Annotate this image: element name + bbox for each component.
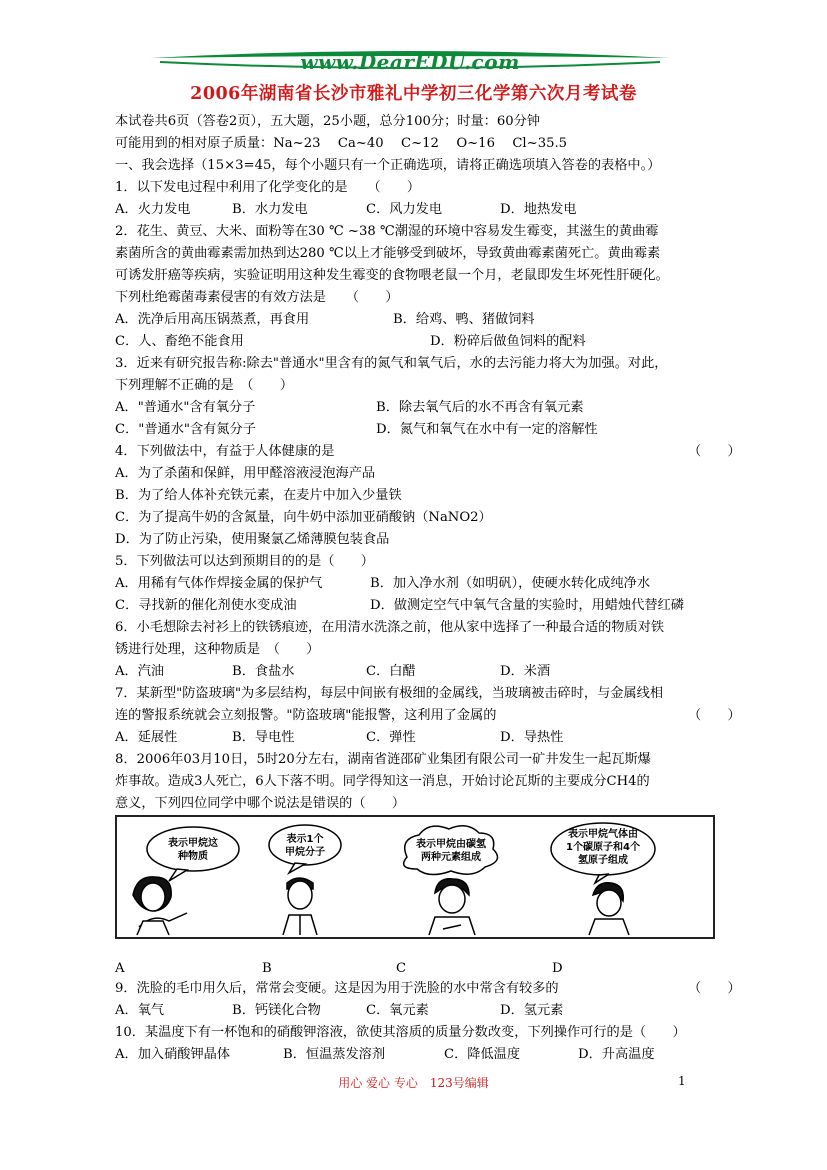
question-1-stem: 1．以下发电过程中利用了化学变化的是 （ ） bbox=[115, 180, 421, 195]
bubble-b-line2: 甲烷分子 bbox=[285, 847, 325, 858]
q7-option-c: C．弹性 bbox=[366, 730, 416, 745]
q2-option-b: B．给鸡、鸭、猪做饲料 bbox=[393, 312, 535, 327]
q2-option-a: A．洗净后用高压锅蒸煮，再食用 bbox=[115, 312, 310, 327]
q9-option-a: A．氧气 bbox=[115, 1003, 165, 1018]
page-footer: 用心 爱心 专心 123号编辑 bbox=[338, 1076, 489, 1090]
bubble-a-line1: 表示甲烷这 bbox=[168, 838, 218, 849]
q9-answer-paren: （ ） bbox=[688, 981, 741, 996]
student-d-figure bbox=[589, 883, 629, 935]
section-heading: 一、我会选择（15×3=45，每个小题只有一个正确选项，请将正确选项填入答卷的表格中。） bbox=[115, 158, 661, 173]
q10-option-a: A．加入硝酸钾晶体 bbox=[115, 1047, 231, 1062]
question-3-line: 下列理解不正确的是 （ ） bbox=[115, 378, 294, 393]
q4-option-a: A．为了杀菌和保鲜，用甲醛溶液浸泡海产品 bbox=[115, 466, 376, 481]
student-c-figure bbox=[429, 879, 475, 935]
q7-option-d: D．导热性 bbox=[500, 730, 564, 745]
site-header bbox=[150, 50, 670, 84]
q2-option-d: D．粉碎后做鱼饲料的配料 bbox=[430, 334, 586, 349]
q10-option-c: C．降低温度 bbox=[444, 1047, 521, 1062]
q4-option-d: D．为了防止污染，使用聚氯乙烯薄膜包装食品 bbox=[115, 532, 390, 547]
q7-answer-paren: （ ） bbox=[688, 708, 741, 723]
q3-option-a: A．"普通水"含有氧分子 bbox=[115, 400, 256, 415]
q3-option-c: C．"普通水"含有氮分子 bbox=[115, 422, 256, 437]
q5-option-b: B．加入净水剂（如明矾），使硬水转化成纯净水 bbox=[370, 576, 651, 591]
q6-option-b: B．食盐水 bbox=[232, 664, 295, 679]
speech-bubble-a bbox=[147, 827, 239, 881]
q10-option-d: D．升高温度 bbox=[578, 1047, 655, 1062]
question-7-line: 7．某新型"防盗玻璃"为多层结构，每层中间嵌有极细的金属线，当玻璃被击碎时，与金属线相 bbox=[115, 686, 664, 701]
q4-answer-paren: （ ） bbox=[688, 444, 741, 459]
q7-option-b: B．导电性 bbox=[232, 730, 295, 745]
question-2-line: 可诱发肝癌等疾病，实验证明用这种发生霉变的食物喂老鼠一个月，老鼠即发生坏死性肝硬化。 bbox=[115, 268, 669, 283]
q4-option-b: B．为了给人体补充铁元素，在麦片中加入少量铁 bbox=[115, 488, 402, 503]
q8-cartoon-figure bbox=[115, 815, 715, 939]
q5-option-a: A．用稀有气体作焊接金属的保护气 bbox=[115, 576, 323, 591]
q7-option-a: A．延展性 bbox=[115, 730, 178, 745]
question-2-line: 素菌所含的黄曲霉素需加热到达280 ℃以上才能够受到破坏，导致黄曲霉素菌死亡。黄曲霉素 bbox=[115, 246, 661, 261]
q1-option-b: B．水力发电 bbox=[232, 202, 308, 217]
question-7-line: 连的警报系统就会立刻报警。"防盗玻璃"能报警，这利用了金属的 bbox=[115, 708, 497, 723]
question-10-stem: 10．某温度下有一杯饱和的硝酸钾溶液，欲使其溶质的质量分数改变，下列操作可行的是（ ） bbox=[115, 1025, 686, 1040]
q6-option-c: C．白醋 bbox=[366, 664, 416, 679]
q2-option-c: C．人、畜绝不能食用 bbox=[115, 334, 244, 349]
bubble-c-line1: 表示甲烷由碳氢 bbox=[416, 839, 486, 850]
bubble-d-line2: 1个碳原子和4个 bbox=[566, 842, 640, 853]
q9-option-c: C．氧元素 bbox=[366, 1003, 429, 1018]
question-8-line: 8．2006年03月10日，5时20分左右，湖南省涟邵矿业集团有限公司一矿井发生一起瓦斯爆 bbox=[115, 752, 651, 767]
question-4-stem: 4．下列做法中，有益于人体健康的是 bbox=[115, 444, 335, 459]
bubble-d-line3: 氢原子组成 bbox=[578, 855, 628, 866]
q5-option-d: D．做测定空气中氧气含量的实验时，用蜡烛代替红磷 bbox=[370, 598, 684, 613]
cartoon-illustration bbox=[117, 817, 713, 937]
q10-option-b: B．恒温蒸发溶剂 bbox=[283, 1047, 386, 1062]
q1-option-a: A．火力发电 bbox=[115, 202, 191, 217]
q6-option-a: A．汽油 bbox=[115, 664, 165, 679]
q3-option-b: B．除去氧气后的水不再含有氧元素 bbox=[376, 400, 584, 415]
q4-option-c: C．为了提高牛奶的含氮量，向牛奶中添加亚硝酸钠（NaNO2） bbox=[115, 510, 492, 525]
student-a-figure bbox=[133, 877, 187, 935]
question-3-line: 3．近来有研究报告称:除去"普通水"里含有的氮气和氧气后，水的去污能力将大为加强。对此， bbox=[115, 356, 668, 371]
question-5-stem: 5．下列做法可以达到预期目的的是（ ） bbox=[115, 554, 374, 569]
q9-option-b: B．钙镁化合物 bbox=[232, 1003, 321, 1018]
bubble-d-line1: 表示甲烷气体由 bbox=[568, 829, 638, 840]
student-b-figure bbox=[283, 878, 317, 935]
figure-label-b: B bbox=[262, 961, 272, 976]
speech-bubble-d bbox=[551, 823, 655, 883]
bubble-c-line2: 两种元素组成 bbox=[421, 852, 481, 863]
figure-label-d: D bbox=[552, 961, 563, 976]
site-logo-text[interactable]: www.DearEDU.com bbox=[300, 50, 520, 74]
speech-bubble-c bbox=[404, 826, 498, 875]
q3-option-d: D．氮气和氧气在水中有一定的溶解性 bbox=[376, 422, 598, 437]
question-8-line: 意义，下列四位同学中哪个说法是错误的（ ） bbox=[115, 796, 406, 811]
q5-option-c: C．寻找新的催化剂使水变成油 bbox=[115, 598, 297, 613]
question-2-line: 2．花生、黄豆、大米、面粉等在30 ℃ ~38 ℃潮湿的环境中容易发生霉变，其滋生的黄曲霉 bbox=[115, 224, 659, 239]
q9-option-d: D．氢元素 bbox=[500, 1003, 564, 1018]
q1-option-c: C．风力发电 bbox=[366, 202, 443, 217]
figure-label-a: A bbox=[115, 961, 125, 976]
bubble-a-line2: 种物质 bbox=[178, 851, 208, 862]
bubble-b-line1: 表示1个 bbox=[286, 834, 324, 845]
question-2-line: 下列杜绝霉菌毒素侵害的有效方法是 （ ） bbox=[115, 290, 399, 305]
q1-option-d: D．地热发电 bbox=[500, 202, 577, 217]
question-6-line: 锈进行处理，这种物质是 （ ） bbox=[115, 642, 320, 657]
question-8-line: 炸事故。造成3人死亡，6人下落不明。同学得知这一消息，开始讨论瓦斯的主要成分CH4的 bbox=[115, 774, 650, 789]
page-title: 2006年湖南省长沙市雅礼中学初三化学第六次月考试卷 bbox=[190, 84, 637, 104]
page-number: 1 bbox=[678, 1074, 686, 1088]
intro-line: 可能用到的相对原子质量：Na~23 Ca~40 C~12 O~16 Cl~35.5 bbox=[115, 136, 568, 151]
question-6-line: 6．小毛想除去衬衫上的铁锈痕迹，在用清水洗涤之前，他从家中选择了一种最合适的物质对铁 bbox=[115, 620, 665, 635]
speech-bubble-b bbox=[269, 825, 341, 873]
figure-label-c: C bbox=[396, 961, 407, 976]
intro-line: 本试卷共6页（答卷2页），五大题，25小题，总分100分；时量：60分钟 bbox=[115, 114, 540, 129]
q6-option-d: D．米酒 bbox=[500, 664, 551, 679]
question-9-stem: 9．洗脸的毛巾用久后，常常会变硬。这是因为用于洗脸的水中常含有较多的 bbox=[115, 981, 559, 996]
